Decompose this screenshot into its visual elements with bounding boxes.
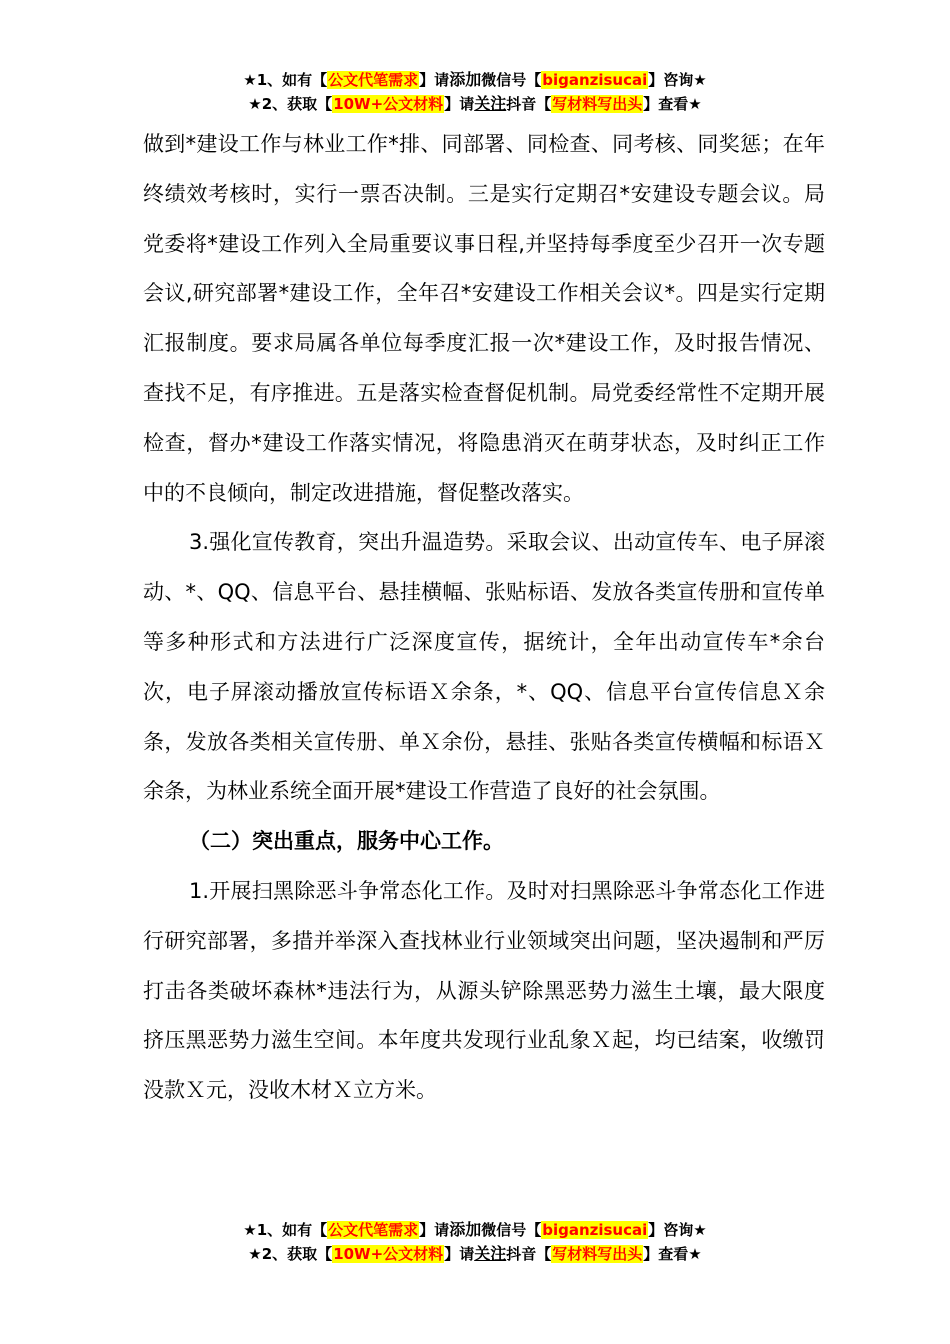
paragraph-continuation: 做到*建设工作与林业工作*排、同部署、同检查、同考核、同奖惩；在年终绩效考核时，实行一票否决制。三是实行定期召*安建设专题会议。局党委将*建设工作列入全局重要议事日程,并坚持每季度至少召开一次专题会议,研究部署*建设工作，全年召*安建设工作相关会议*。四是实行定期汇报制度。要求局属各单位每季度汇报一次*建设工作，及时报告情况、查找不足，有序推进。五是落实检查督促机制。局党委经常性不定期开展检查，督办*建设工作落实情况，将隐患消灭在萌芽状态，及时纠正工作中的不良倾向，制定改进措施，督促整改落实。 [143,132,825,505]
banner-line-1-suffix: 】咨询★ [648,71,707,89]
banner-line-2-suffix: 】查看★ [643,95,702,113]
document-body [143,120,825,1116]
footer-line-2-prefix: ★2、获取【 [248,1245,333,1263]
footer-line-1-highlight-1: 公文代笔需求 [328,1221,419,1239]
footer-line-1 [0,1218,950,1242]
banner-line-1-highlight-1: 公文代笔需求 [328,71,419,89]
footer-line-1-mid-1: 】请 [419,1221,450,1239]
footer-banner [0,1218,950,1266]
banner-line-1-mid-1: 】请 [419,71,450,89]
banner-line-2-emphasis: 关注 [474,94,507,113]
footer-line-2 [0,1242,950,1266]
banner-line-1-emphasis: 添加 [449,70,482,89]
footer-line-2-mid-2: 抖音【 [506,1245,552,1263]
banner-line-2-highlight-2: 写材料写出头 [552,95,643,113]
header-banner [0,68,950,116]
footer-line-2-highlight-2: 写材料写出头 [552,1245,643,1263]
paragraph-anti-crime: 1.开展扫黑除恶斗争常态化工作。及时对扫黑除恶斗争常态化工作进行研究部署，多措并举深入查找林业行业领域突出问题，坚决遏制和严厉打击各类破坏森林*违法行为，从源头铲除黑恶势力滋生土壤，最大限度挤压黑恶势力滋生空间。本年度共发现行业乱象Ｘ起，均已结案，收缴罚没款Ｘ元，没收木材Ｘ立方米。 [143,878,825,1103]
banner-line-2-highlight-1: 10W+公文材料 [333,95,444,113]
footer-line-2-suffix: 】查看★ [643,1245,702,1263]
banner-line-1-mid-2: 微信号【 [481,71,542,89]
banner-line-1-highlight-2: biganzisucai [542,71,648,89]
paragraph-publicity-education: 3.强化宣传教育，突出升温造势。采取会议、出动宣传车、电子屏滚动、*、QQ、信息平台、悬挂横幅、张贴标语、发放各类宣传册和宣传单等多种形式和方法进行广泛深度宣传，据统计，全年出动宣传车*余台次，电子屏滚动播放宣传标语Ｘ余条，*、QQ、信息平台宣传信息Ｘ余条，发放各类相关宣传册、单Ｘ余份，悬挂、张贴各类宣传横幅和标语Ｘ余条，为林业系统全面开展*建设工作营造了良好的社会氛围。 [143,530,825,804]
banner-line-1-prefix: ★1、如有【 [243,71,328,89]
banner-line-2-mid-1: 】请 [444,95,475,113]
footer-line-2-mid-1: 】请 [444,1245,475,1263]
banner-line-2-prefix: ★2、获取【 [248,95,333,113]
footer-line-1-emphasis: 添加 [449,1220,482,1239]
footer-line-2-emphasis: 关注 [474,1244,507,1263]
footer-line-1-suffix: 】咨询★ [648,1221,707,1239]
footer-line-1-highlight-2: biganzisucai [542,1221,648,1239]
footer-line-1-prefix: ★1、如有【 [243,1221,328,1239]
section-heading: （二）突出重点，服务中心工作。 [189,829,504,854]
footer-line-2-highlight-1: 10W+公文材料 [333,1245,444,1263]
banner-line-2 [0,92,950,116]
banner-line-2-mid-2: 抖音【 [506,95,552,113]
banner-line-1 [0,68,950,92]
footer-line-1-mid-2: 微信号【 [481,1221,542,1239]
